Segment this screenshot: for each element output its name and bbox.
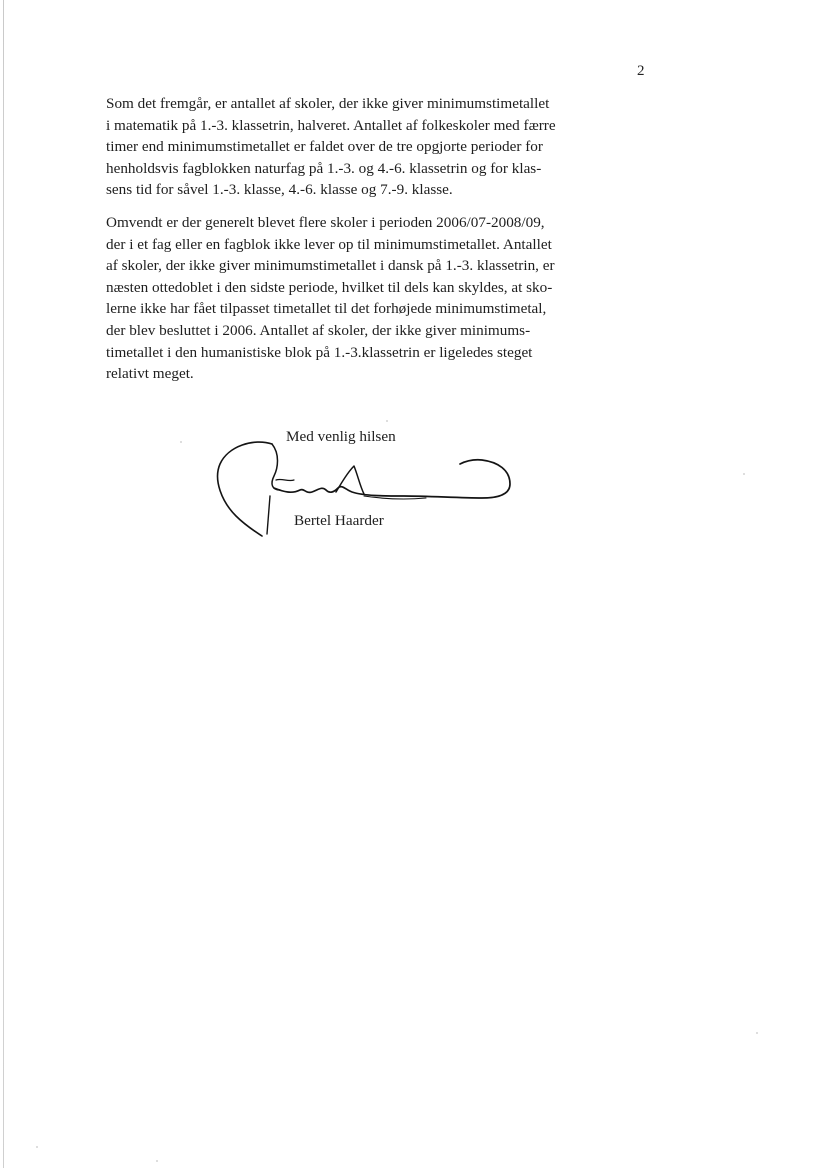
scan-left-edge bbox=[3, 0, 4, 1168]
paragraph-line: Omvendt er der generelt blevet flere skoler i perioden 2006/07-2008/09, bbox=[106, 214, 545, 231]
signer-name: Bertel Haarder bbox=[294, 512, 384, 529]
paragraph-line: af skoler, der ikke giver minimumstimetallet i dansk på 1.-3. klassetrin, er bbox=[106, 257, 555, 275]
signature-hook-stroke bbox=[272, 444, 280, 490]
body-paragraph-2 bbox=[106, 212, 555, 385]
scan-speck bbox=[36, 1146, 38, 1148]
paragraph-line: timetallet i den humanistiske blok på 1.-3.klassetrin er ligeledes steget bbox=[106, 343, 533, 361]
paragraph-line: timer end minimumstimetallet er faldet over de tre opgjorte perioder for bbox=[106, 138, 543, 156]
closing-greeting: Med venlig hilsen bbox=[286, 428, 396, 445]
scan-speck bbox=[386, 420, 388, 422]
signature-peak-stroke bbox=[336, 466, 364, 494]
signature-baseline-stroke bbox=[274, 460, 510, 498]
signature-stem-stroke bbox=[267, 496, 270, 534]
scan-speck bbox=[743, 473, 745, 475]
paragraph-line: Som det fremgår, er antallet af skoler, der ikke giver minimumstimetallet bbox=[106, 95, 550, 112]
scan-speck bbox=[156, 1160, 158, 1162]
signature-loop-stroke bbox=[218, 442, 272, 536]
paragraph-line: relativt meget. bbox=[106, 365, 194, 383]
scan-speck bbox=[180, 441, 182, 443]
paragraph-line: henholdsvis fagblokken naturfag på 1.-3. og 4.-6. klassetrin og for klas- bbox=[106, 159, 542, 177]
paragraph-line: næsten ottedoblet i den sidste periode, hvilket til dels kan skyldes, at sko- bbox=[106, 278, 553, 296]
signature-wave-stroke bbox=[276, 479, 294, 480]
page-number: 2 bbox=[637, 63, 645, 79]
paragraph-line: sens tid for såvel 1.-3. klasse, 4.-6. klasse og 7.-9. klasse. bbox=[106, 181, 453, 199]
paragraph-line: lerne ikke har fået tilpasset timetallet til det forhøjede minimumstimetal, bbox=[106, 300, 547, 318]
body-paragraph-1 bbox=[106, 93, 556, 201]
scan-speck bbox=[756, 1032, 758, 1034]
paragraph-line: der blev besluttet i 2006. Antallet af skoler, der ikke giver minimums- bbox=[106, 321, 531, 339]
paragraph-line: i matematik på 1.-3. klassetrin, halveret. Antallet af folkeskoler med færre bbox=[106, 116, 556, 134]
paragraph-line: der i et fag eller en fagblok ikke lever op til minimumstimetallet. Antallet bbox=[106, 235, 552, 253]
